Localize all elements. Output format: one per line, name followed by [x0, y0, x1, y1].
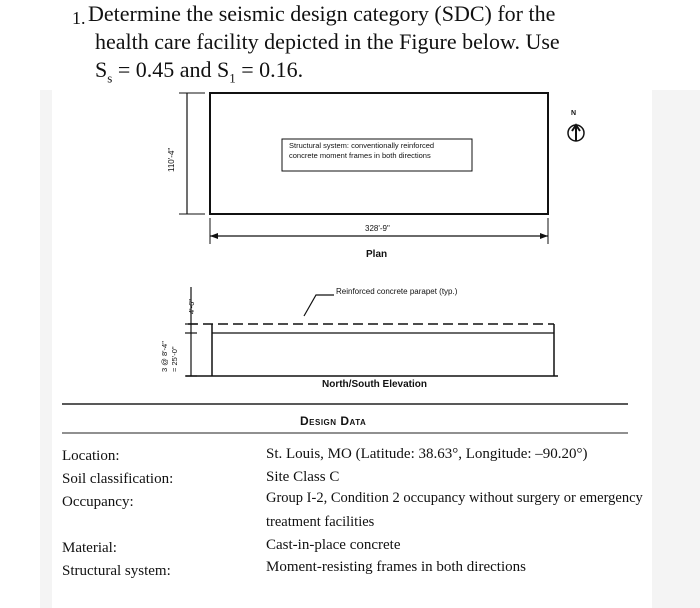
row-value-location: St. Louis, MO (Latitude: 38.63°, Longitude: –90.20°)	[266, 446, 588, 462]
row-label-soil: Soil classification:	[62, 471, 174, 487]
design-data-heading: Design Data	[300, 414, 367, 428]
row-value-occupancy-cont: treatment facilities	[266, 514, 375, 530]
row-value-soil: Site Class C	[266, 469, 340, 485]
plan-length-label: 328'-9"	[365, 224, 390, 233]
question-line-3: $S_s = 0.45$ and $S_1 = 0.16$.	[95, 57, 304, 86]
elevation-title: North/South Elevation	[322, 379, 427, 390]
row-value-structural-system: Moment-resisting frames in both directions	[266, 559, 526, 575]
question-number: 1.	[72, 8, 86, 28]
row-value-material: Cast-in-place concrete	[266, 537, 401, 553]
north-label: N	[571, 110, 577, 117]
row-value-occupancy: Group I-2, Condition 2 occupancy without surgery or emergency	[266, 490, 643, 506]
row-label-occupancy: Occupancy:	[62, 494, 134, 510]
question-line-1: Determine the seismic design category (SDC) for the	[88, 1, 556, 26]
story-dimension-label: 3 @ 8'-4" = 25'-0"	[160, 341, 179, 372]
row-label-location: Location:	[62, 448, 120, 464]
plan-note: Structural system: conventionally reinforced concrete moment frames in both directions	[289, 141, 435, 160]
parapet-label: Reinforced concrete parapet (typ.)	[336, 287, 458, 296]
row-label-material: Material:	[62, 540, 117, 556]
question-line-2: health care facility depicted in the Figure below. Use	[95, 29, 560, 54]
row-label-structural-system: Structural system:	[62, 563, 171, 579]
plan-title: Plan	[366, 249, 388, 260]
